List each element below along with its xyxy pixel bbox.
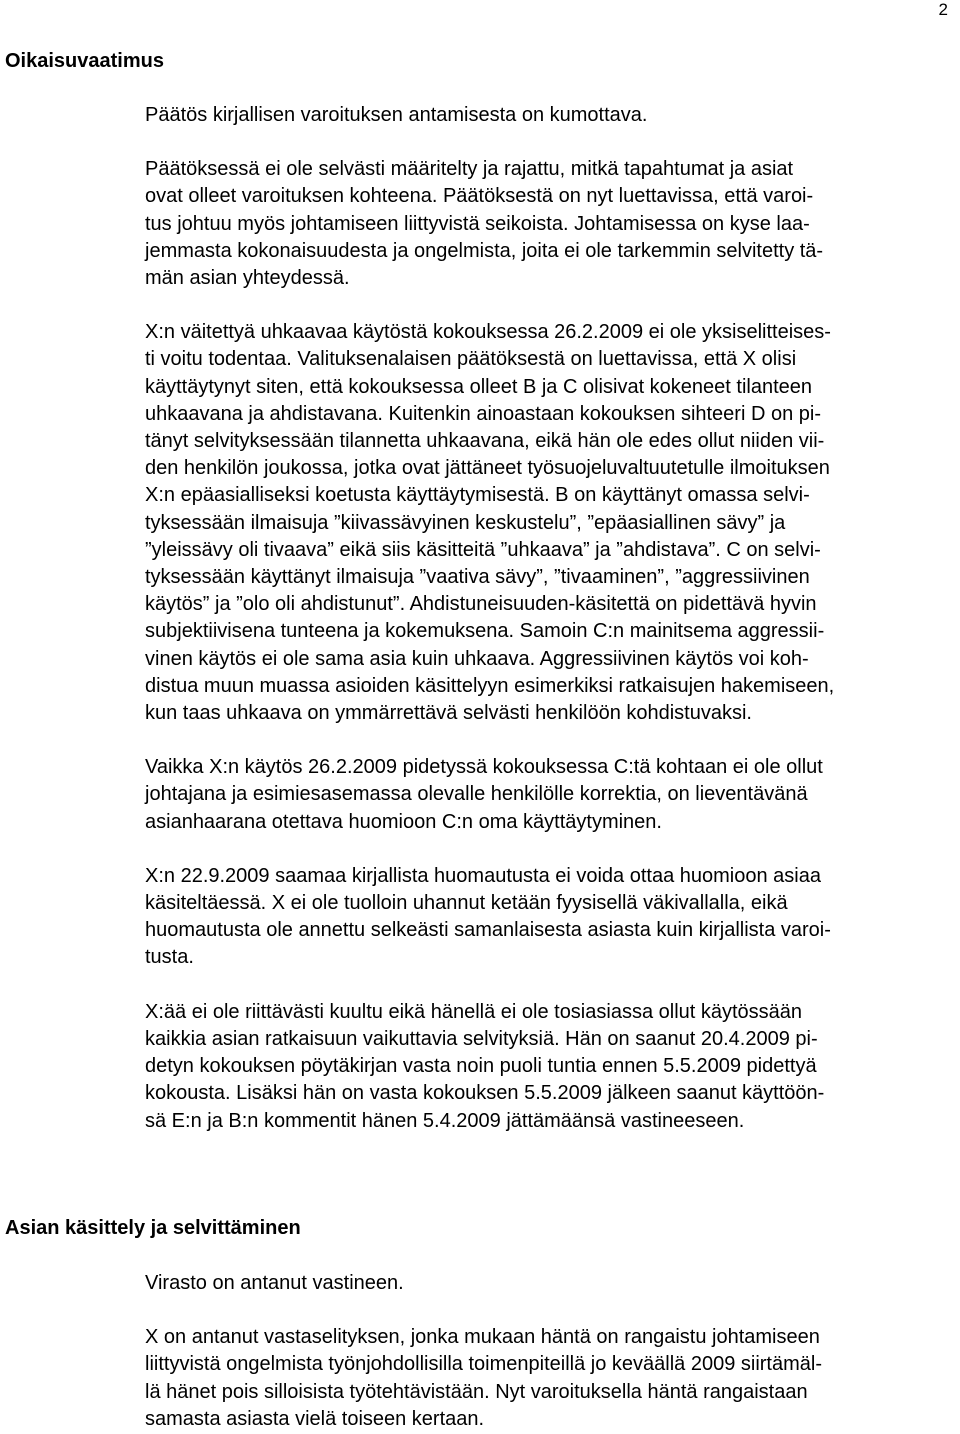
paragraph: Päätöksessä ei ole selvästi määritelty ja rajattu, mitkä tapahtumat ja asiat ovat olleet varoituksen kohteena. Päätöksestä on nyt luettavissa, että varoi- tus johtuu myös johtamiseen liittyvistä seikoista. Johtamisessa on kyse laa- jemmasta kokonaisuudesta ja ongelmista, joita ei ole tarkemmin selvitetty tä- män asian yhteydessä. [145,158,824,290]
section-heading-oikaisuvaatimus: Oikaisuvaatimus [5,50,164,72]
section-body-oikaisuvaatimus [145,102,945,1135]
paragraph: X:n väitettyä uhkaavaa käytöstä kokouksessa 26.2.2009 ei ole yksiselitteises- ti voitu todentaa. Valituksenalaisen päätöksestä on luettavissa, että X olisi käyttäytynyt siten, että kokouksessa olleet B ja C olisivat kokeneet tilanteen uhkaavana ja ahdistavana. Kuitenkin ainoastaan kokouksen sihteeri D on pi- tänyt selvityksessään tilannetta uhkaavana, eikä hän ole edes ollut niiden vii- den henkilön joukossa, jotka ovat jättäneet työsuojeluvaltuutetulle ilmoituksen X:n epäasialliseksi koetusta käyttäytymisestä. B on käyttänyt omassa selvi- tyksessään ilmaisuja ”kiivassävyinen keskustelu”, ”epäasiallinen sävy” ja ”yleissävy oli tivaava” eikä siis käsitteitä ”uhkaava” ja ”ahdistava”. C on selvi- tyksessään käyttänyt ilmaisuja ”vaativa sävy”, ”tivaaminen”, ”aggressiivinen käytös” ja ”olo oli ahdistunut”. Ahdistuneisuuden-käsitettä on pidettävä hyvin subjektiivisena tunteena ja kokemuksena. Samoin C:n mainitsema aggressii- vinen käytös ei ole sama asia kuin uhkaava. Aggressiivinen käytös voi koh- distua muun muassa asioiden käsittelyyn esimerkiksi ratkaisujen hakemiseen, kun taas uhkaava on ymmärrettävä selvästi henkilöön kohdistuvaksi. [145,321,835,725]
paragraph: Päätös kirjallisen varoituksen antamisesta on kumottava. [145,104,648,126]
paragraph: Virasto on antanut vastineen. [145,1272,404,1294]
page-number: 2 [938,0,948,19]
paragraph: X:n 22.9.2009 saamaa kirjallista huomautusta ei voida ottaa huomioon asiaa käsiteltäessä. X ei ole tuolloin uhannut ketään fyysisellä väkivallalla, eikä huomautusta ole annettu selkeästi samanlaisesta asiasta kuin kirjallista varoi- tusta. [145,864,831,969]
section-heading-asian-kasittely: Asian käsittely ja selvittäminen [5,1217,301,1239]
section-body-asian-kasittely [145,1270,945,1433]
paragraph: X:ää ei ole riittävästi kuultu eikä hänellä ei ole tosiasiassa ollut käytössään kaikkia asian ratkaisuun vaikuttavia selvityksiä. Hän on saanut 20.4.2009 pi- detyn kokouksen pöytäkirjan vasta noin puoli tuntia ennen 5.5.2009 pidettyä kokousta. Lisäksi hän on vasta kokouksen 5.5.2009 jälkeen saanut käyttöön- sä E:n ja B:n kommentit hänen 5.4.2009 jättämäänsä vastineeseen. [145,1000,825,1132]
paragraph: Vaikka X:n käytös 26.2.2009 pidetyssä kokouksessa C:tä kohtaan ei ole ollut johtajana ja esimiesasemassa olevalle henkilölle korrektia, on lieventävänä asianhaarana otettava huomioon C:n oma käyttäytyminen. [145,756,823,833]
paragraph: X on antanut vastaselityksen, jonka mukaan häntä on rangaistu johtamiseen liittyvistä ongelmista työnjohdollisilla toimenpiteillä jo keväällä 2009 siirtämäl- lä hänet pois silloisista työtehtävistään. Nyt varoituksella häntä rangaistaan samasta asiasta vielä toiseen kertaan. [145,1326,822,1430]
